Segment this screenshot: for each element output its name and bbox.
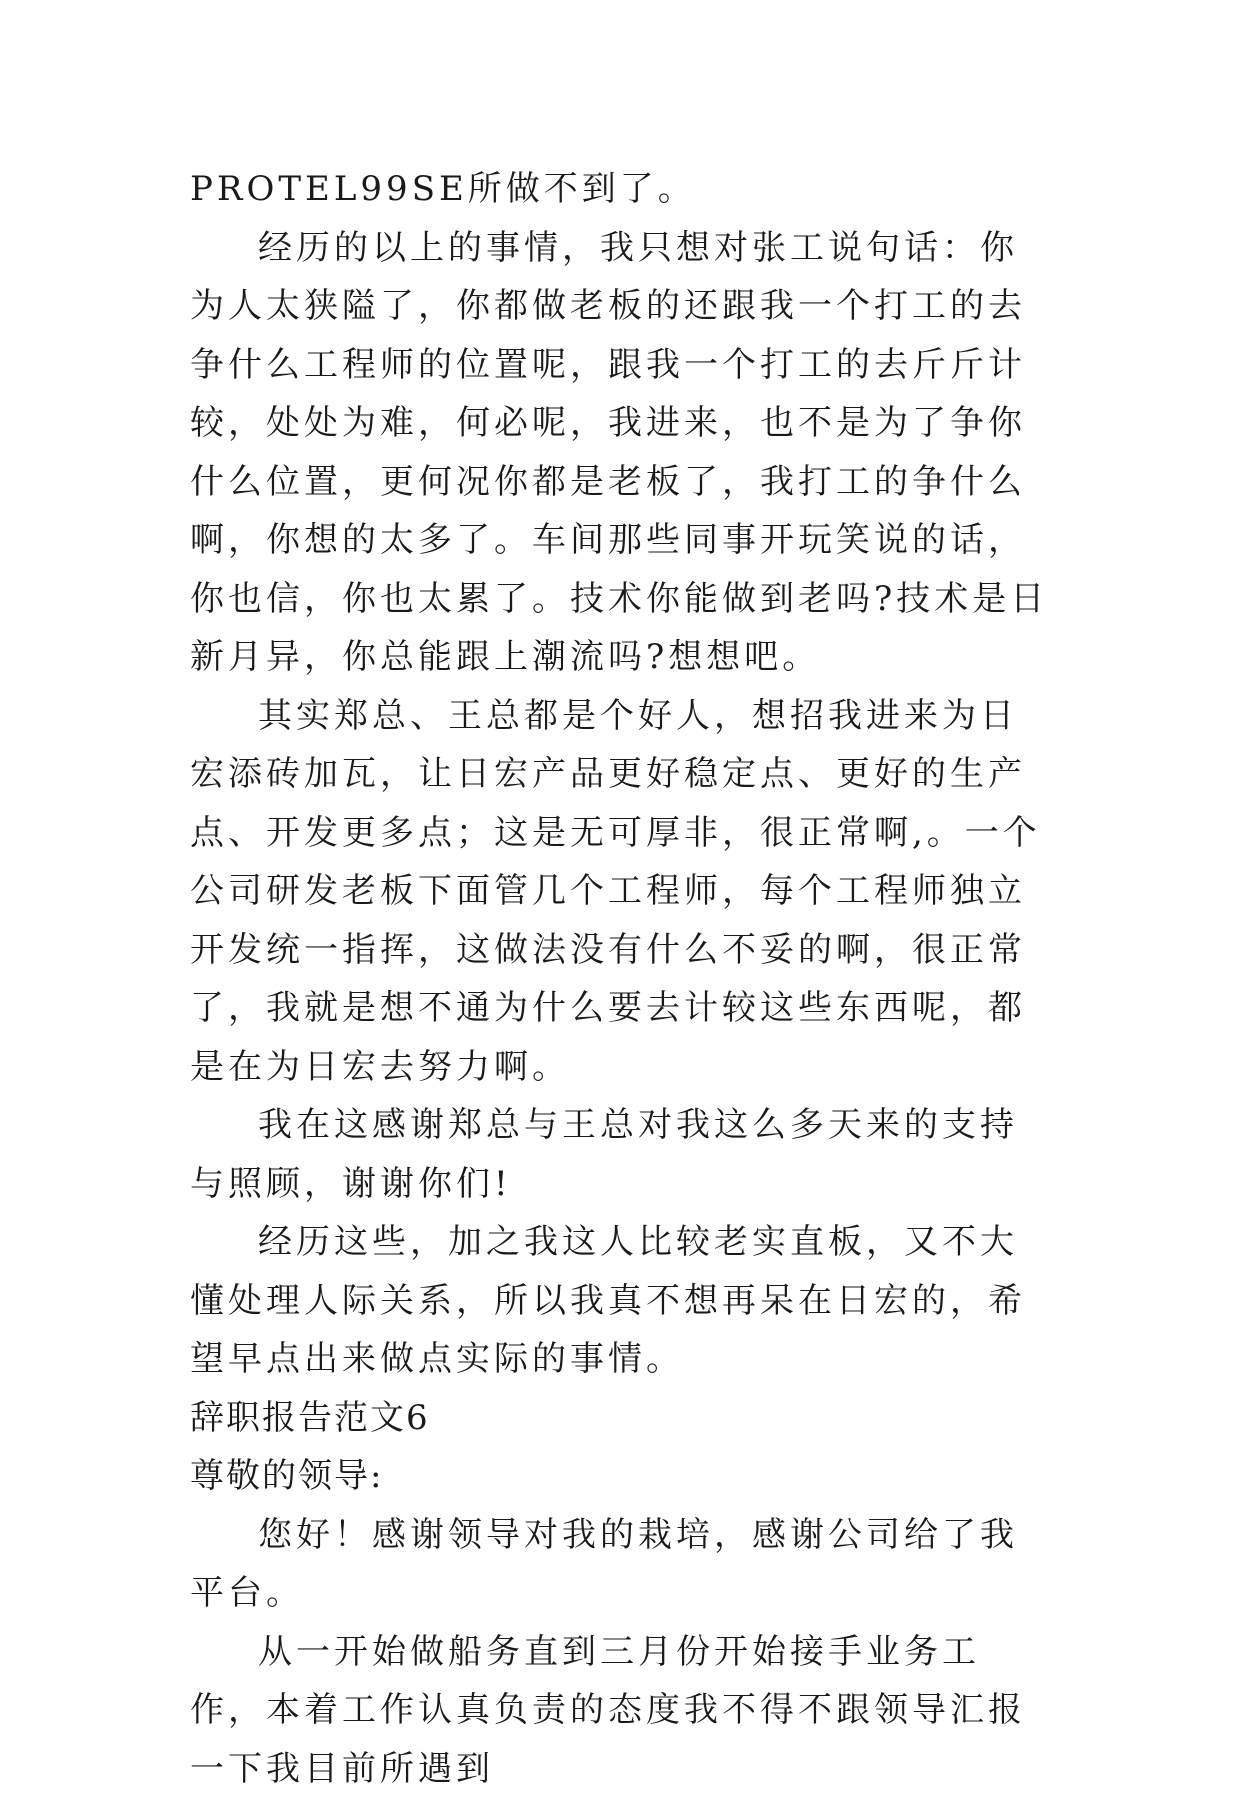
paragraph-experience: 经历这些，加之我这人比较老实直板，又不大懂处理人际关系，所以我真不想再呆在日宏的，希望早点出来做点实际的事情。: [190, 1213, 1050, 1389]
paragraph-greeting: 您好！感谢领导对我的栽培，感谢公司给了我平台。: [190, 1506, 1050, 1623]
paragraph-zhang-gong: 经历的以上的事情，我只想对张工说句话：你为人太狭隘了，你都做老板的还跟我一个打工的去争什么工程师的位置呢，跟我一个打工的去斤斤计较，处处为难，何必呢，我进来，也不是为了争你什么位置，更何况你都是老板了，我打工的争什么啊，你想的太多了。车间那些同事开玩笑说的话，你也信，你也太累了。技术你能做到老吗?技术是日新月异，你总能跟上潮流吗?想想吧。: [190, 219, 1050, 687]
paragraph-thanks: 我在这感谢郑总与王总对我这么多天来的支持与照顾，谢谢你们!: [190, 1096, 1050, 1213]
paragraph-zheng-wang: 其实郑总、王总都是个好人，想招我进来为日宏添砖加瓦，让日宏产品更好稳定点、更好的生产点、开发更多点；这是无可厚非，很正常啊,。一个公司研发老板下面管几个工程师，每个工程师独立开发统一指挥，这做法没有什么不妥的啊，很正常了，我就是想不通为什么要去计较这些东西呢，都是在为日宏去努力啊。: [190, 687, 1050, 1097]
paragraph-continuation: PROTEL99SE所做不到了。: [190, 160, 1050, 219]
paragraph-work: 从一开始做船务直到三月份开始接手业务工作，本着工作认真负责的态度我不得不跟领导汇报一下我目前所遇到: [190, 1623, 1050, 1798]
section-title: 辞职报告范文6: [190, 1389, 1050, 1448]
salutation: 尊敬的领导:: [190, 1447, 1050, 1506]
document-page: [190, 160, 1050, 1798]
